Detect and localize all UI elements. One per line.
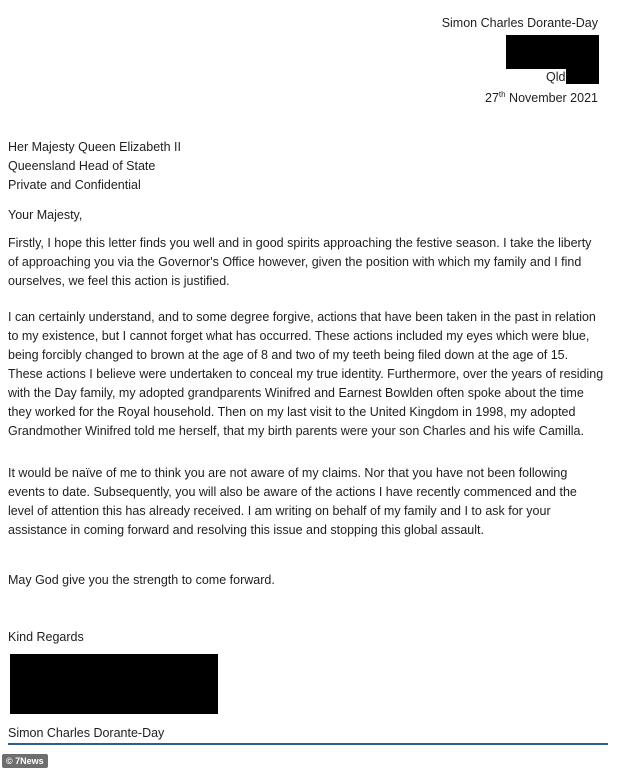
watermark-badge: © 7News bbox=[2, 754, 48, 768]
salutation: Your Majesty, bbox=[8, 208, 83, 222]
date-suffix: th bbox=[498, 90, 506, 99]
recipient-line-2: Queensland Head of State bbox=[8, 159, 156, 173]
closing: Kind Regards bbox=[8, 630, 84, 644]
redacted-signature bbox=[10, 654, 218, 714]
signature-name: Simon Charles Dorante-Day bbox=[8, 726, 165, 740]
body-paragraph-2: I can certainly understand, and to some degree forgive, actions that have been taken in the past in relation to my existence, but I cannot forget what has occurred. These actions included my eyes which were blue, being forcibly changed to brown at the age of 8 and two of my teeth being filed down at the age of 15. These actions I believe were undertaken to conceal my true identity. Furthermore, over the years of residing with the Day family, my adopted grandparents Winifred and Earnest Bowlden often spoke about the time they worked for the Royal household. Then on my last visit to the United Kingdom in 1998, my adopted Grandmother Winifred told me herself, that my birth parents were your son Charles and his wife Camilla. bbox=[8, 310, 604, 438]
letter-date bbox=[485, 90, 598, 105]
sender-state: Qld bbox=[546, 70, 566, 84]
body-paragraph-4: May God give you the strength to come forward. bbox=[8, 573, 275, 587]
sender-name: Simon Charles Dorante-Day bbox=[441, 16, 598, 30]
redacted-address-block-2 bbox=[566, 60, 599, 84]
body-paragraph-1: Firstly, I hope this letter finds you well and in good spirits approaching the festive season. I take the liberty of approaching you via the Governor's Office however, given the position with which my family and I find ourselves, we feel this action is justified. bbox=[8, 236, 592, 288]
recipient-line-3: Private and Confidential bbox=[8, 178, 141, 192]
recipient-line-1: Her Majesty Queen Elizabeth II bbox=[8, 140, 181, 154]
footer-rule bbox=[8, 743, 608, 745]
date-rest: November 2021 bbox=[505, 91, 598, 105]
body-paragraph-3: It would be naïve of me to think you are not aware of my claims. Nor that you have not been following events to date. Subsequently, you will also be aware of the actions I have recently commenced and the level of attention this has already received. I am writing on behalf of my family and I to ask for your assistance in coming forward and resolving this issue and stopping this global assault. bbox=[8, 466, 577, 537]
date-day: 27 bbox=[485, 91, 499, 105]
recipient-block bbox=[8, 138, 181, 195]
